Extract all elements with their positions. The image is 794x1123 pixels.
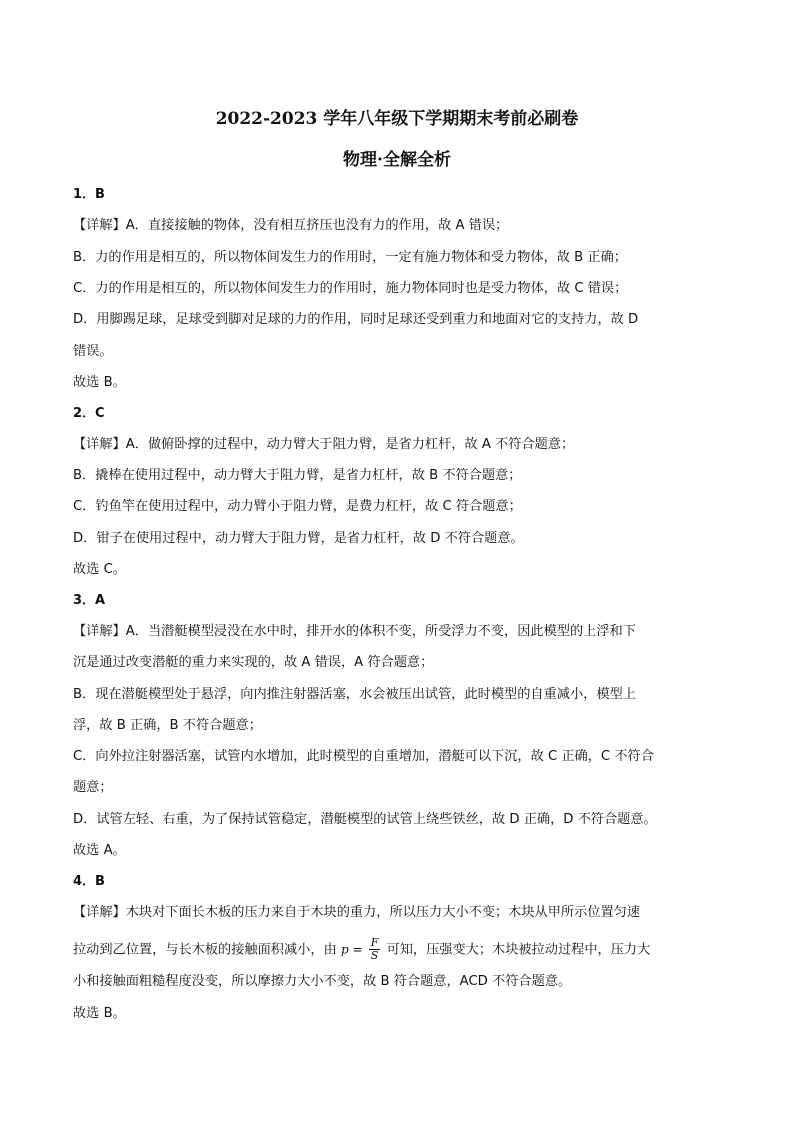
formula-lhs: p = bbox=[340, 942, 363, 957]
answer-line: C．钓鱼竿在使用过程中，动力臂小于阻力臂，是费力杠杆，故 C 符合题意； bbox=[73, 499, 522, 514]
page-title: 2022-2023 学年八年级下学期期末考前必刷卷 bbox=[215, 109, 579, 129]
answer-line: C．力的作用是相互的，所以物体间发生力的作用时，施力物体同时也是受力物体，故 C 错误； bbox=[73, 281, 628, 296]
answer-line: B．力的作用是相互的，所以物体间发生力的作用时，一定有施力物体和受力物体，故 B 正确； bbox=[73, 250, 627, 265]
answer-line: 沉是通过改变潜艇的重力来实现的，故 A 错误，A 符合题意； bbox=[73, 655, 434, 670]
answer-line: D．用脚踢足球，足球受到脚对足球的力的作用，同时足球还受到重力和地面对它的支持力，故 D bbox=[73, 312, 639, 327]
answer-line: D．试管左轻、右重，为了保持试管稳定，潜艇模型的试管上绕些铁丝，故 D 正确，D 不符合题意。 bbox=[73, 812, 657, 827]
answer-line: 【详解】A．直接接触的物体，没有相互挤压也没有力的作用，故 A 错误； bbox=[73, 218, 509, 233]
answer-conclusion: 故选 B。 bbox=[73, 1006, 126, 1021]
answer-text: 可知，压强变大；木块被拉动过程中，压力大 bbox=[386, 942, 651, 958]
answer-line: 【详解】A．当潜艇模型浸没在水中时，排开水的体积不变，所受浮力不变，因此模型的上浮和下 bbox=[73, 624, 636, 639]
answer-line: 错误。 bbox=[73, 344, 113, 359]
formula-numerator: F bbox=[370, 936, 379, 949]
question-number-4: 4．B bbox=[73, 874, 105, 889]
answer-conclusion: 故选 C。 bbox=[73, 562, 126, 577]
answer-line: C．向外拉注射器活塞，试管内水增加，此时模型的自重增加，潜艇可以下沉，故 C 正确，C 不符合 bbox=[73, 749, 654, 764]
answer-line: 题意； bbox=[73, 780, 113, 795]
answer-line: 【详解】木块对下面长木板的压力来自于木块的重力，所以压力大小不变；木块从甲所示位置匀速 bbox=[73, 905, 641, 920]
page-subtitle: 物理·全解全析 bbox=[343, 150, 451, 170]
question-number-3: 3．A bbox=[73, 593, 106, 608]
formula-denominator: S bbox=[370, 949, 379, 962]
answer-line-with-formula bbox=[73, 937, 723, 962]
pressure-formula bbox=[369, 937, 381, 962]
answer-line: B．现在潜艇模型处于悬浮，向内推注射器活塞，水会被压出试管，此时模型的自重减小，模型上 bbox=[73, 687, 636, 702]
answer-line: 【详解】A．做俯卧撑的过程中，动力臂大于阻力臂，是省力杠杆，故 A 不符合题意； bbox=[73, 437, 575, 452]
question-number-2: 2．C bbox=[73, 406, 105, 421]
answer-line: D．钳子在使用过程中，动力臂大于阻力臂，是省力杠杆，故 D 不符合题意。 bbox=[73, 531, 524, 546]
question-number-1: 1．B bbox=[73, 187, 105, 202]
answer-conclusion: 故选 B。 bbox=[73, 375, 126, 390]
answer-conclusion: 故选 A。 bbox=[73, 843, 126, 858]
answer-line: B．撬棒在使用过程中，动力臂大于阻力臂，是省力杠杆，故 B 不符合题意； bbox=[73, 468, 522, 483]
answer-text: 拉动到乙位置，与长木板的接触面积减小，由 bbox=[73, 942, 337, 958]
answer-line: 小和接触面粗糙程度没变，所以摩擦力大小不变，故 B 符合题意，ACD 不符合题意。 bbox=[73, 974, 572, 989]
answer-line: 浮，故 B 正确，B 不符合题意； bbox=[73, 718, 262, 733]
